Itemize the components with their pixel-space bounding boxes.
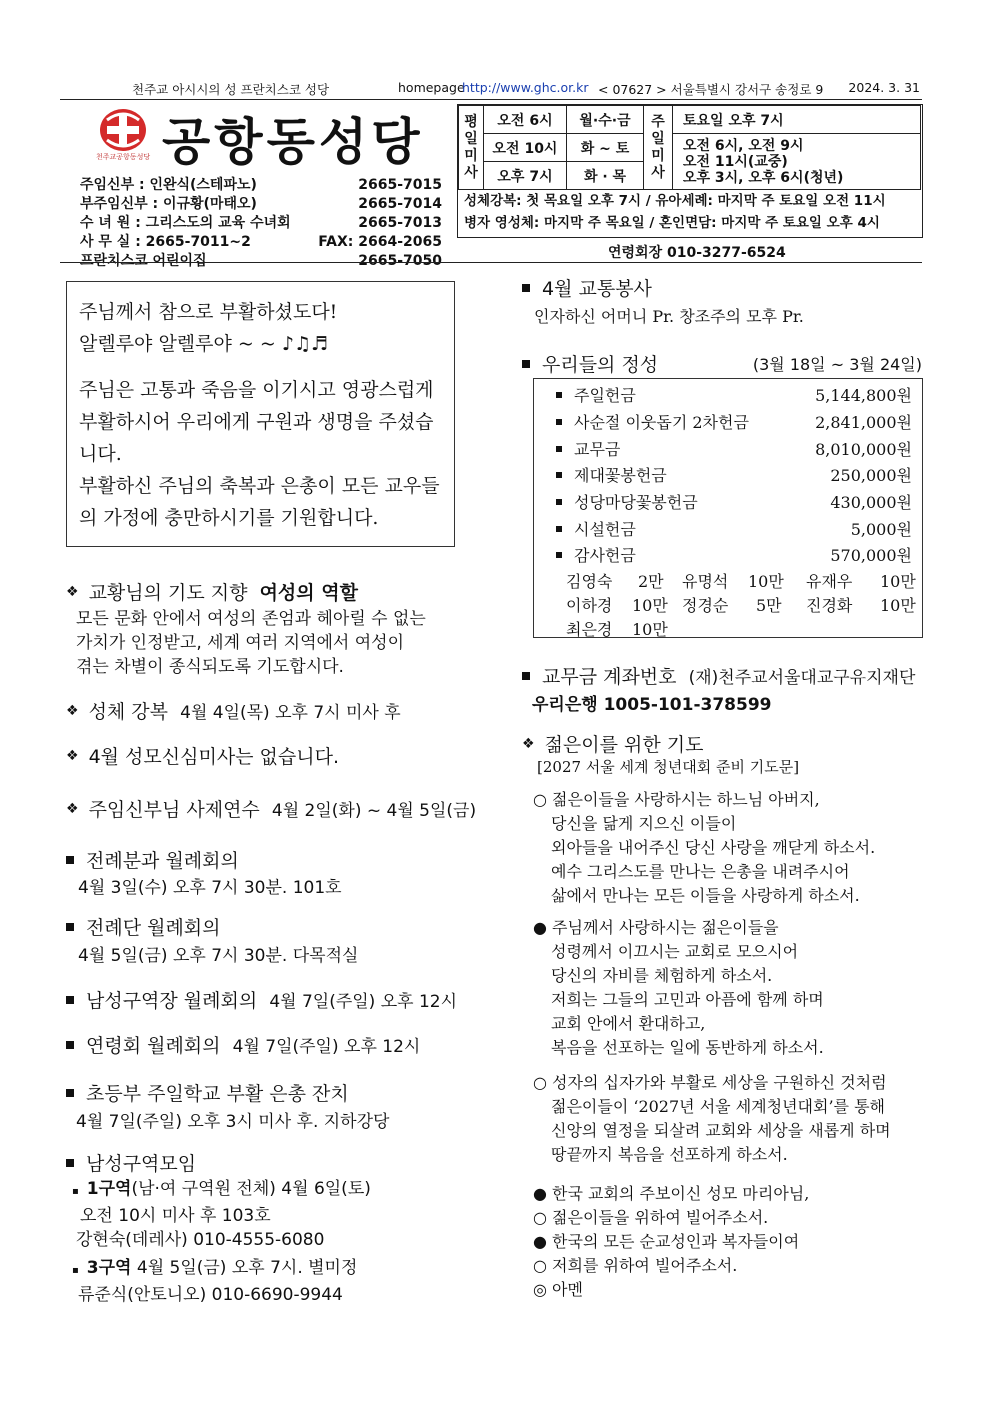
square-bullet-icon [66, 856, 74, 864]
district-1-info: ▪ 1구역(남·여 구역원 전체) 4월 6일(토) 오전 10시 미사 후 103호 강현숙(데레사) 010-4555-6080 [72, 1179, 371, 1250]
diamond-bullet-icon: ❖ [522, 735, 535, 752]
offering-item: 교무금 8,010,000원 [556, 437, 912, 460]
square-bullet-icon [522, 672, 530, 680]
offering-title: 우리들의 정성 (3월 18일 ~ 3월 24일) [522, 350, 922, 377]
diamond-bullet-icon: ❖ [66, 747, 79, 764]
issue-date: 2024. 3. 31 [848, 80, 920, 95]
mass-schedule-table [458, 105, 921, 190]
funeral-committee-meeting: 연령회 월례회의 4월 7일(주일) 오후 12시 [66, 1031, 420, 1058]
first-saturday-notice: ❖ 4월 성모신심미사는 없습니다. [66, 746, 340, 768]
youth-prayer-title: ❖ 젊은이를 위한 기도 [522, 734, 704, 756]
address: < 07627 > 서울특별시 강서구 송정로 9 [598, 82, 824, 97]
square-bullet-icon [66, 1159, 74, 1167]
staff-directory [80, 176, 442, 271]
pope-intention-text: 모든 문화 안에서 여성의 존엄과 헤아릴 수 없는 가치가 인정받고, 세계 여러 지역에서 여성이 겪는 차별이 종식되도록 기도합시다. [76, 609, 426, 677]
parish-title: 공항동성당 [162, 113, 424, 171]
note-line: 성체강복: 첫 목요일 오후 7시 / 유아세례: 마지막 주 토요일 오전 11시 [464, 193, 886, 209]
square-bullet-icon [522, 284, 530, 292]
prayer-stanza-1: ○ 젊은이들을 사랑하시는 하느님 아버지, 당신을 닮게 지으신 이들이 외아들을 내어주신 당신 사랑을 깨닫게 하소서. 예수 그리스도를 만나는 은총을 내려주시어 삶에서 만나는 모든 이들을 사랑하게 하소서. [533, 790, 876, 905]
square-bullet-icon [66, 996, 74, 1004]
weekday-time: 오전 6시 [484, 106, 567, 134]
logo-caption: 천주교공항동성당 [96, 153, 151, 161]
offering-item: 주일헌금 5,144,800원 [556, 383, 912, 406]
offering-item: 성당마당꽃봉헌금 430,000원 [556, 490, 912, 513]
weekday-mass-label: 평 일 미 사 [459, 106, 484, 190]
square-bullet-icon [66, 1089, 74, 1097]
sunday-school-title: 초등부 주일학교 부활 은총 잔치 [66, 1079, 349, 1106]
sunday-mass-label: 주 일 미 사 [644, 106, 673, 190]
diamond-bullet-icon: ❖ [66, 702, 79, 719]
weekday-days: 화 ~ 토 [567, 134, 644, 162]
offering-item: 사순절 이웃돕기 2차헌금 2,841,000원 [556, 410, 912, 433]
easter-paragraph: 부활하신 주님의 축복과 은총이 모든 교우들의 가정에 충만하시기를 기원합니다. [79, 475, 440, 529]
weekday-days: 월·수·금 [567, 106, 644, 134]
sunday-school-detail: 4월 7일(주일) 오후 3시 미사 후. 지하강당 [76, 1112, 390, 1132]
servers-meeting-title: 전례단 월례회의 [66, 913, 221, 940]
offering-table: 주일헌금 5,144,800원 사순절 이웃돕기 2차헌금 2,841,000원 교무금 8,010,000원 제대꽃봉헌금 250,000원 성당마당꽃봉헌금 430,000원 시설헌금 5,000원 감사헌금 570,000원 김영숙 2만 유명석 10만 유재우 10만 이하경 10만 정경순 5만 진경화 10만 최은경 10만 [533, 378, 923, 638]
dues-account-number: 우리은행 1005-101-378599 [532, 695, 772, 715]
offering-item: 감사헌금 570,000원 [556, 543, 912, 566]
header-bottom-rule [60, 262, 922, 263]
homepage-link[interactable]: http://www.ghc.or.kr [462, 80, 589, 95]
pope-intention-title: ❖ 교황님의 기도 지향 여성의 역할 [66, 582, 358, 604]
servers-meeting-detail: 4월 5일(금) 오후 7시 30분. 다목적실 [78, 946, 359, 966]
liturgy-meeting-detail: 4월 3일(수) 오후 7시 30분. 101호 [78, 878, 342, 898]
homepage-label: homepage [398, 80, 465, 95]
liturgy-meeting-title: 전례분과 월례회의 [66, 846, 239, 873]
staff-row: 프란치스코 어린이집 2665-7050 [80, 253, 442, 269]
staff-row: 주임신부 : 인완식(스테파노) 2665-7015 [80, 177, 442, 193]
weekday-time: 오전 10시 [484, 134, 567, 162]
prayer-stanza-2: ● 주님께서 사랑하시는 젊은이들을 성령께서 이끄시는 교회로 모으시어 당신의 자비를 체험하게 하소서. 저희는 그들의 고민과 아픔에 함께 하며 교회 안에서 환대하고, 복음을 선포하는 일에 동반하게 하소서. [533, 918, 824, 1057]
org-name: 천주교 아시시의 성 프란치스코 성당 [132, 82, 330, 97]
funeral-committee-contact: 연령회장 010-3277-6524 [608, 245, 786, 261]
traffic-volunteer-detail: 인자하신 어머니 Pr. 창조주의 모후 Pr. [534, 307, 804, 326]
note-line: 병자 영성체: 마지막 주 목요일 / 혼인면담: 마지막 주 토요일 오후 4시 [464, 215, 880, 231]
diamond-bullet-icon: ❖ [66, 583, 79, 600]
offering-period: (3월 18일 ~ 3월 24일) [752, 355, 922, 374]
district-3-info: ▪ 3구역 4월 5일(금) 오후 7시. 별미정 류준식(안토니오) 010-6690-9944 [72, 1258, 358, 1305]
sacrament-notes [458, 190, 922, 234]
square-bullet-icon [522, 360, 530, 368]
easter-greeting-box [66, 281, 455, 547]
saturday-mass: 토요일 오후 7시 [673, 106, 921, 134]
header-rule [60, 99, 922, 100]
benediction-notice: ❖ 성체 강복 4월 4일(목) 오후 7시 미사 후 [66, 701, 401, 723]
prayer-stanza-4: ● 한국 교회의 주보이신 성모 마리아님, ○ 젊은이들을 위하여 빌어주소서. ● 한국의 모든 순교성인과 복자들이여 ○ 저희를 위하여 빌어주소서. ◎ 아멘 [533, 1184, 810, 1299]
offering-item: 제대꽃봉헌금 250,000원 [556, 463, 912, 486]
staff-row: 수 녀 원 : 그리스도의 교육 수녀회 2665-7013 [80, 215, 442, 231]
sunday-masses: 오전 6시, 오전 9시 오전 11시(교중) 오후 3시, 오후 6시(청년) [673, 134, 921, 190]
easter-line: 알렐루야 알렐루야 ~ ~ ♪♫♬ [79, 333, 329, 355]
diamond-bullet-icon: ❖ [66, 800, 79, 817]
staff-row: 부주임신부 : 이규황(마태오) 2665-7014 [80, 196, 442, 212]
weekday-time: 오후 7시 [484, 162, 567, 190]
easter-line: 주님께서 참으로 부활하셨도다! [79, 301, 338, 323]
prayer-stanza-3: ○ 성자의 십자가와 부활로 세상을 구원하신 것처럼 젊은이들이 ‘2027년 서울 세계청년대회’를 통해 신앙의 열정을 되살려 교회와 세상을 새롭게 하며 땅끝까지 복음을 선포하게 하소서. [533, 1073, 891, 1164]
offering-item: 시설헌금 5,000원 [556, 517, 912, 540]
weekday-days: 화 · 목 [567, 162, 644, 190]
square-bullet-icon [66, 1041, 74, 1049]
traffic-volunteer-title: 4월 교통봉사 [522, 274, 652, 301]
staff-row: 사 무 실 : 2665-7011~2 FAX: 2664-2065 [80, 234, 442, 250]
retreat-notice: ❖ 주임신부님 사제연수 4월 2일(화) ~ 4월 5일(금) [66, 799, 477, 821]
square-bullet-icon [66, 923, 74, 931]
mens-district-gathering-title: 남성구역모임 [66, 1149, 196, 1176]
youth-prayer-subtitle: [2027 서울 세계 청년대회 준비 기도문] [537, 758, 800, 776]
mens-district-meeting: 남성구역장 월례회의 4월 7일(주일) 오후 12시 [66, 986, 457, 1013]
dues-account-title: 교무금 계좌번호 (재)천주교서울대교구유지재단 [522, 662, 915, 689]
easter-paragraph: 주님은 고통과 죽음을 이기시고 영광스럽게 부활하시어 우리에게 구원과 생명을 주셨습니다. [79, 379, 434, 465]
